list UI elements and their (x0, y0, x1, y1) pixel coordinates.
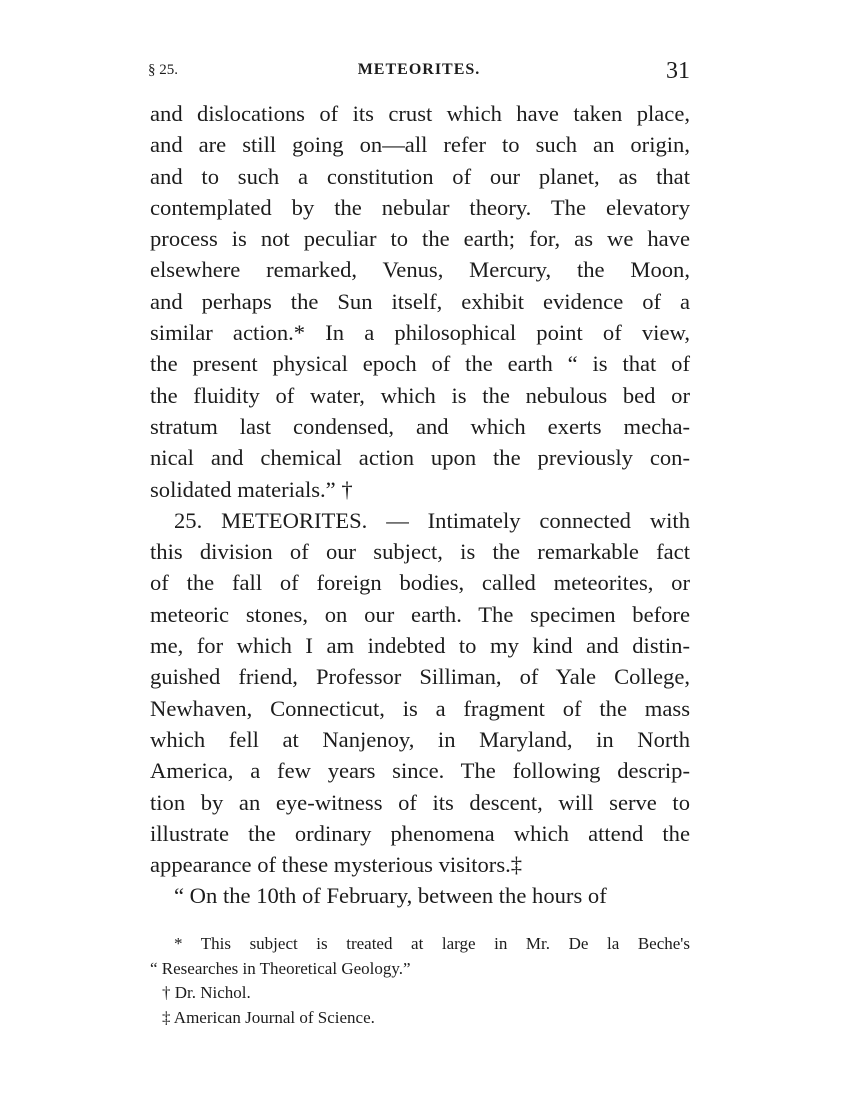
text-line: elsewhere remarked, Venus, Mercury, the Moon, (150, 257, 690, 283)
text-line: similar action.* In a philosophical point of view, (150, 320, 690, 346)
text-line: of the fall of foreign bodies, called meteorites, or (150, 570, 690, 596)
footnote-line: ‡ American Journal of Science. (162, 1007, 375, 1027)
text-line: this division of our subject, is the remarkable fact (150, 539, 690, 565)
text-line: process is not peculiar to the earth; for, as we have (150, 226, 690, 252)
text-line: and perhaps the Sun itself, exhibit evidence of a (150, 288, 690, 314)
text-line: me, for which I am indebted to my kind and distin- (150, 633, 690, 659)
text-line: the present physical epoch of the earth “ is that of (150, 351, 690, 377)
text-line: and are still going on—all refer to such an origin, (150, 132, 690, 158)
footnote-line: † Dr. Nichol. (162, 983, 251, 1002)
text-line: illustrate the ordinary phenomena which attend the (150, 820, 690, 846)
text-line: “ On the 10th of February, between the hours of (174, 883, 607, 909)
text-line: which fell at Nanjenoy, in Maryland, in North (150, 726, 690, 752)
text-line: contemplated by the nebular theory. The elevatory (150, 194, 690, 220)
text-line: Newhaven, Connecticut, is a fragment of the mass (150, 695, 690, 721)
text-line: tion by an eye-witness of its descent, will serve to (150, 789, 690, 815)
text-line: meteoric stones, on our earth. The specimen before (150, 601, 690, 627)
footnotes (150, 932, 690, 1030)
text-line: and to such a constitution of our planet, as that (150, 163, 690, 189)
page-number: 31 (666, 58, 690, 84)
text-line: and dislocations of its crust which have taken place, (150, 101, 690, 126)
running-head (148, 58, 690, 88)
text-line: nical and chemical action upon the previously con- (150, 445, 690, 471)
text-line: solidated materials.” † (150, 476, 353, 502)
text-line: stratum last condensed, and which exerts mecha- (150, 413, 690, 439)
running-title: METEORITES. (357, 61, 481, 78)
footnote-line: “ Researches in Theoretical Geology.” (150, 958, 411, 978)
section-marker: § 25. (148, 62, 178, 78)
text-line: appearance of these mysterious visitors.‡ (150, 852, 523, 878)
body-text (150, 98, 690, 912)
section-heading-line: 25. METEORITES. — Intimately connected with (174, 507, 690, 533)
text-line: America, a few years since. The following descrip- (150, 758, 690, 784)
text-line: the fluidity of water, which is the nebulous bed or (150, 382, 690, 408)
text-line: guished friend, Professor Silliman, of Yale College, (150, 664, 690, 690)
footnote-line: * This subject is treated at large in Mr. De la Beche's (174, 934, 690, 953)
